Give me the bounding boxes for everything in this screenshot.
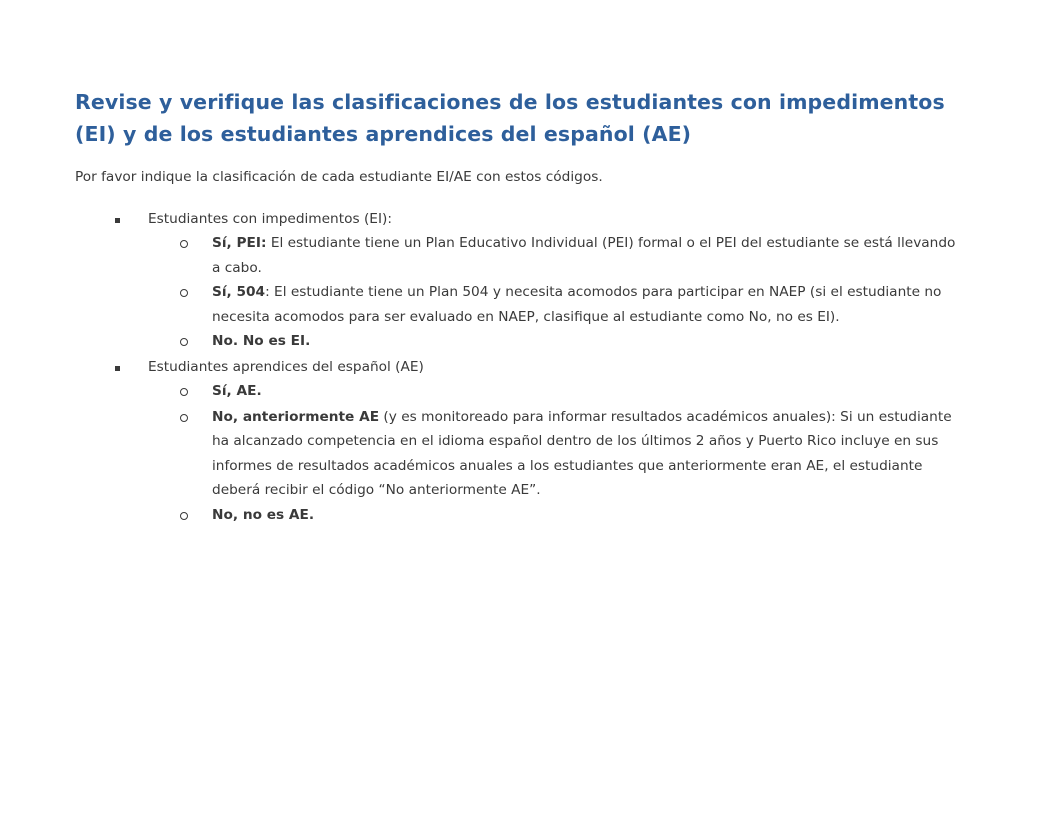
- ae-sublist: [75, 379, 965, 528]
- list-item-text: Sí, 504: El estudiante tiene un Plan 504 y necesita acomodos para participar en NAEP (si el estudiante no necesita acomodos para ser evaluado en NAEP, clasifique al estudiante como No, no es EI).: [212, 284, 942, 325]
- list-item-no-anteriormente-ae: [75, 405, 965, 503]
- list-item-text: No, anteriormente AE (y es monitoreado para informar resultados académicos anuales): Si un estudiante ha alcanzado competencia en el idioma español dentro de los últimos 2 años y Puerto Rico incluye en sus informes de resultados académicos anuales a los estudiantes que anteriormente eran AE, el estudiante deberá recibir el código “No anteriormente AE”.: [212, 408, 952, 498]
- list-item-text: Sí, PEI: El estudiante tiene un Plan Educativo Individual (PEI) formal o el PEI del estudiante se está llevando a cabo.: [212, 235, 956, 276]
- page-title: Revise y verifique las clasificaciones de los estudiantes con impedimentos (EI) y de los estudiantes aprendices del español (AE): [75, 90, 945, 146]
- list-item-text: Sí, AE.: [212, 383, 262, 399]
- list-item-si-504: [75, 280, 965, 329]
- list-item-label: Estudiantes con impedimentos (EI):: [148, 210, 392, 227]
- square-bullet-icon: [115, 355, 148, 380]
- list-item-si-ae: [75, 379, 965, 405]
- list-item-si-pei: [75, 231, 965, 280]
- intro-text: Por favor indique la clasificación de cada estudiante EI/AE con estos códigos.: [75, 169, 603, 185]
- square-bullet-icon: [115, 207, 148, 232]
- list-item-no-es-ei: [75, 329, 965, 355]
- ei-sublist: [75, 231, 965, 355]
- list-item-no-es-ae: [75, 503, 965, 529]
- list-item-ae: [75, 355, 965, 529]
- circle-bullet-icon: [180, 379, 212, 405]
- list-item-text: No, no es AE.: [212, 506, 315, 523]
- circle-bullet-icon: [180, 503, 212, 529]
- circle-bullet-icon: [180, 405, 212, 431]
- circle-bullet-icon: [180, 329, 212, 355]
- circle-bullet-icon: [180, 231, 212, 257]
- circle-bullet-icon: [180, 280, 212, 306]
- list-item-text: No. No es EI.: [212, 333, 311, 349]
- list-item-ei: [75, 207, 965, 355]
- classification-list: [75, 207, 965, 529]
- list-item-label: Estudiantes aprendices del español (AE): [148, 358, 424, 375]
